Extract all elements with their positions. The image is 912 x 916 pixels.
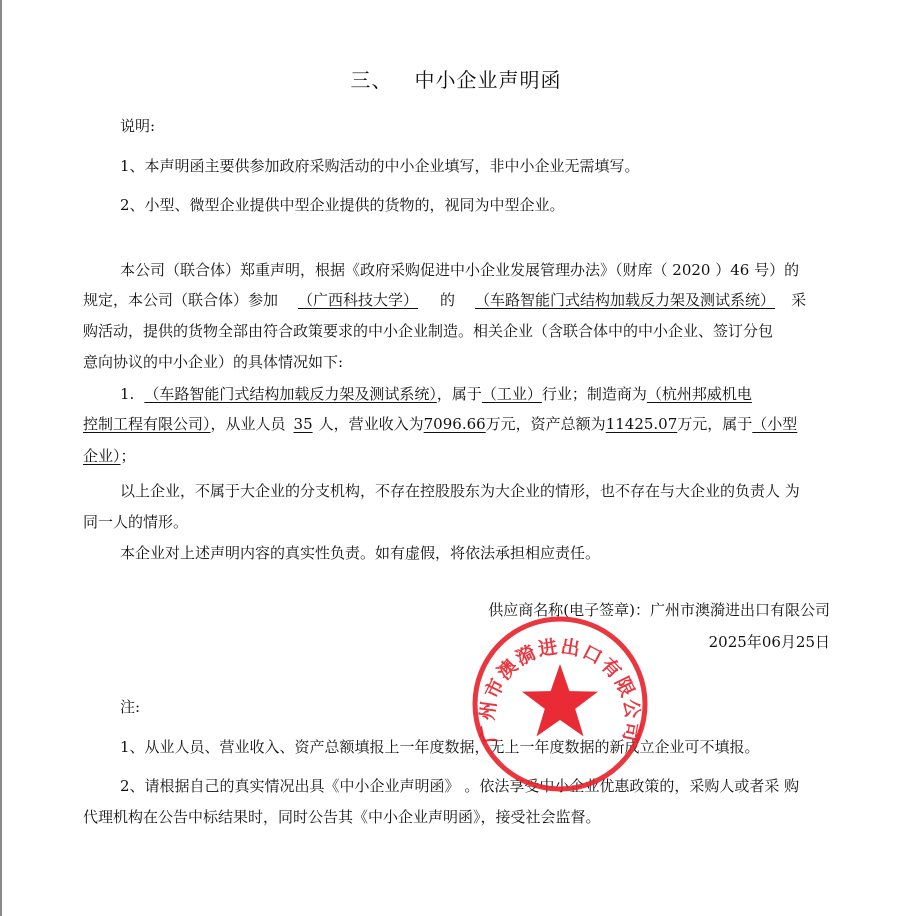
item-revenue: 7096.66 — [423, 415, 486, 433]
item-line-1 — [120, 384, 752, 404]
explain-item-1: 1、本声明函主要供参加政府采购活动的中小企业填写，非中小企业无需填写。 — [120, 157, 640, 175]
page-title — [0, 64, 912, 93]
item-industry-suffix: 行业；制造商为 — [541, 385, 647, 403]
item-size-b: 企业） — [83, 447, 121, 465]
item-assets: 11425.07 — [605, 415, 678, 433]
title-text: 中小企业声明函 — [414, 68, 562, 92]
statement-1-line-2: 同一人的情形。 — [83, 513, 189, 531]
project-name: （车路智能门式结构加载反力架及测试系统） — [475, 291, 776, 309]
statement-2: 本企业对上述声明内容的真实性负责。如有虚假，将依法承担相应责任。 — [120, 544, 601, 562]
declaration-line-2-text-b: 的 — [440, 291, 456, 309]
item-number: 1. — [120, 385, 135, 403]
page-left-edge — [0, 0, 2, 916]
item-staff-count: 35 — [293, 415, 313, 433]
item-belongs: ，属于 — [436, 385, 482, 403]
note-1: 1、从业人员、营业收入、资产总额填报上一年度数据，无上一年度数据的新成立企业可不填报。 — [120, 738, 760, 756]
declaration-line-1: 本公司（联合体）郑重声明，根据《政府采购促进中小企业发展管理办法》（财库（ 2020 ）46 号）的 — [120, 261, 800, 279]
statement-1-line-1: 以上企业，不属于大企业的分支机构，不存在控股股东为大企业的情形，也不存在与大企业的负责人 为 — [120, 482, 800, 500]
item-line-2 — [83, 414, 797, 434]
declaration-line-3: 购活动，提供的货物全部由符合政策要求的中小企业制造。相关企业（含联合体中的中小企业、签订分包 — [83, 322, 774, 340]
item-staff-prefix: ，从业人员 — [210, 415, 286, 433]
declaration-line-2-text-c: 采 — [791, 291, 807, 309]
item-manufacturer-b: 控制工程有限公司） — [83, 415, 211, 433]
svg-text:广州市澳漪进出口有限公司: 广州市澳漪进出口有限公司 — [476, 635, 644, 746]
item-assets-suffix: 万元，属于 — [677, 415, 753, 433]
item-staff-suffix: 人，营业收入为 — [318, 415, 424, 433]
signature-date: 2025年06月25日 — [708, 633, 830, 651]
supplier-signature: 供应商名称(电子签章)：广州市澳漪进出口有限公司 — [488, 601, 830, 619]
declaration-line-4: 意向协议的中小企业）的具体情况如下: — [83, 353, 344, 371]
declaration-line-2 — [83, 290, 806, 310]
explain-heading: 说明: — [120, 117, 156, 135]
declaration-line-2-text-a: 规定，本公司（联合体）参加 — [83, 291, 279, 309]
item-line-3 — [83, 446, 136, 466]
item-end: ； — [120, 447, 136, 465]
explain-item-2: 2、小型、微型企业提供中型企业提供的货物的，视同为中型企业。 — [120, 196, 565, 214]
notes-heading: 注: — [120, 698, 141, 716]
item-size-a: （小型 — [752, 415, 798, 433]
item-product: （车路智能门式结构加载反力架及测试系统） — [144, 385, 437, 403]
buyer-name: （广西科技大学） — [298, 291, 419, 309]
note-2-line-2: 代理机构在公告中标结果时，同时公告其《中小企业声明函》，接受社会监督。 — [83, 808, 601, 826]
company-seal-stamp — [470, 614, 650, 794]
note-2-line-1: 2、请根据自己的真实情况出具《中小企业声明函》 。依法享受中小企业优惠政策的，采购人或者采 购 — [120, 777, 800, 795]
title-number: 三、 — [350, 68, 393, 92]
item-manufacturer-a: （杭州邦威机电 — [646, 385, 752, 403]
item-revenue-suffix: 万元，资产总额为 — [485, 415, 606, 433]
item-industry: （工业） — [481, 385, 542, 403]
